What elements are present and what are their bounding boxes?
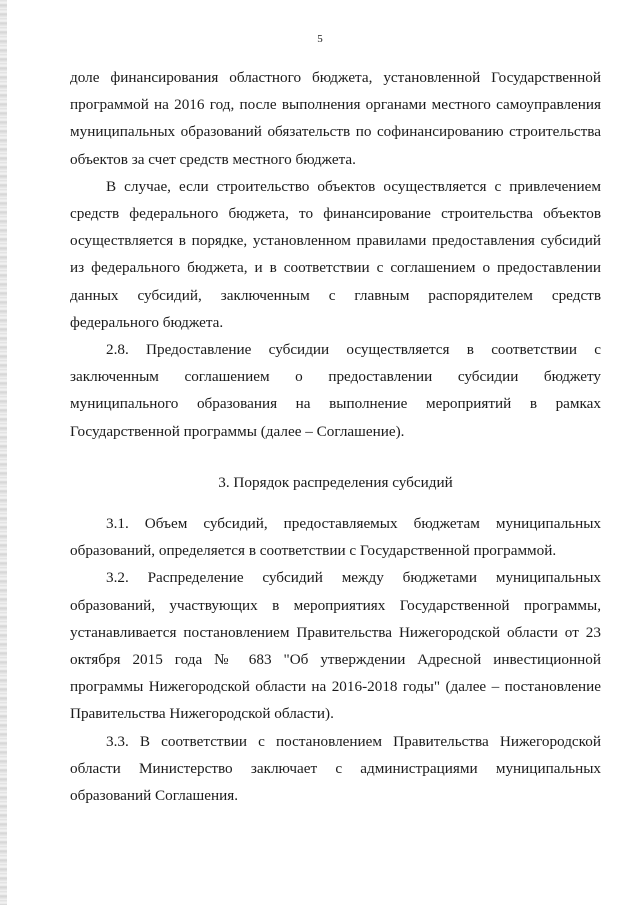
text-line: образований, участвующих в мероприятиях Государственной программы,	[70, 596, 601, 614]
text-line: средств федерального бюджета, то финансирование строительства объектов	[70, 205, 601, 223]
text-line: устанавливается постановлением Правительства Нижегородской области от 23	[70, 623, 601, 641]
paragraph-3-2	[70, 564, 601, 727]
paragraph-continuation	[70, 64, 601, 173]
document-body	[70, 64, 601, 809]
text-line: образований Соглашения.	[70, 787, 239, 805]
text-line: муниципальных образований обязательств по софинансированию строительства	[70, 123, 601, 141]
scan-edge-shadow	[0, 0, 7, 905]
text-line: В случае, если строительство объектов осуществляется с привлечением	[106, 177, 601, 195]
text-line: заключенным соглашением о предоставлении субсидии бюджету	[70, 368, 601, 386]
paragraph-2-8	[70, 336, 601, 445]
text-line: образований, определяется в соответствии с Государственной программой.	[70, 542, 557, 560]
paragraph-3-1	[70, 510, 601, 564]
paragraph-3-3	[70, 728, 601, 810]
text-line: программой на 2016 год, после выполнения органами местного самоуправления	[70, 96, 601, 114]
page-number: 5	[317, 33, 323, 45]
text-line: 2.8. Предоставление субсидии осуществляется в соответствии с	[106, 341, 601, 359]
paragraph-federal-funding	[70, 173, 601, 336]
text-line: программы Нижегородской области на 2016-2018 годы" (далее – постановление	[70, 678, 601, 696]
text-line: из федерального бюджета, и в соответствии с соглашением о предоставлении	[70, 259, 601, 277]
text-line: 3.2. Распределение субсидий между бюджетами муниципальных	[106, 569, 601, 587]
text-line: Правительства Нижегородской области).	[70, 705, 334, 723]
text-line: федерального бюджета.	[70, 313, 224, 331]
text-line: муниципального образования на выполнение мероприятий в рамках	[70, 395, 601, 413]
text-line: объектов за счет средств местного бюджета.	[70, 150, 356, 168]
text-line: доле финансирования областного бюджета, установленной Государственной	[70, 69, 601, 86]
text-line: области Министерство заключает с администрациями муниципальных	[70, 759, 601, 777]
text-line: данных субсидий, заключенным с главным распорядителем средств	[70, 286, 601, 304]
text-line: октября 2015 года № 683 "Об утверждении Адресной инвестиционной	[70, 651, 601, 669]
text-line: Государственной программы (далее – Соглашение).	[70, 422, 405, 440]
section-heading: 3. Порядок распределения субсидий	[218, 473, 453, 491]
text-line: 3.1. Объем субсидий, предоставляемых бюджетам муниципальных	[106, 515, 601, 533]
text-line: 3.3. В соответствии с постановлением Правительства Нижегородской	[106, 732, 601, 750]
text-line: осуществляется в порядке, установленном правилами предоставления субсидий	[70, 232, 601, 250]
